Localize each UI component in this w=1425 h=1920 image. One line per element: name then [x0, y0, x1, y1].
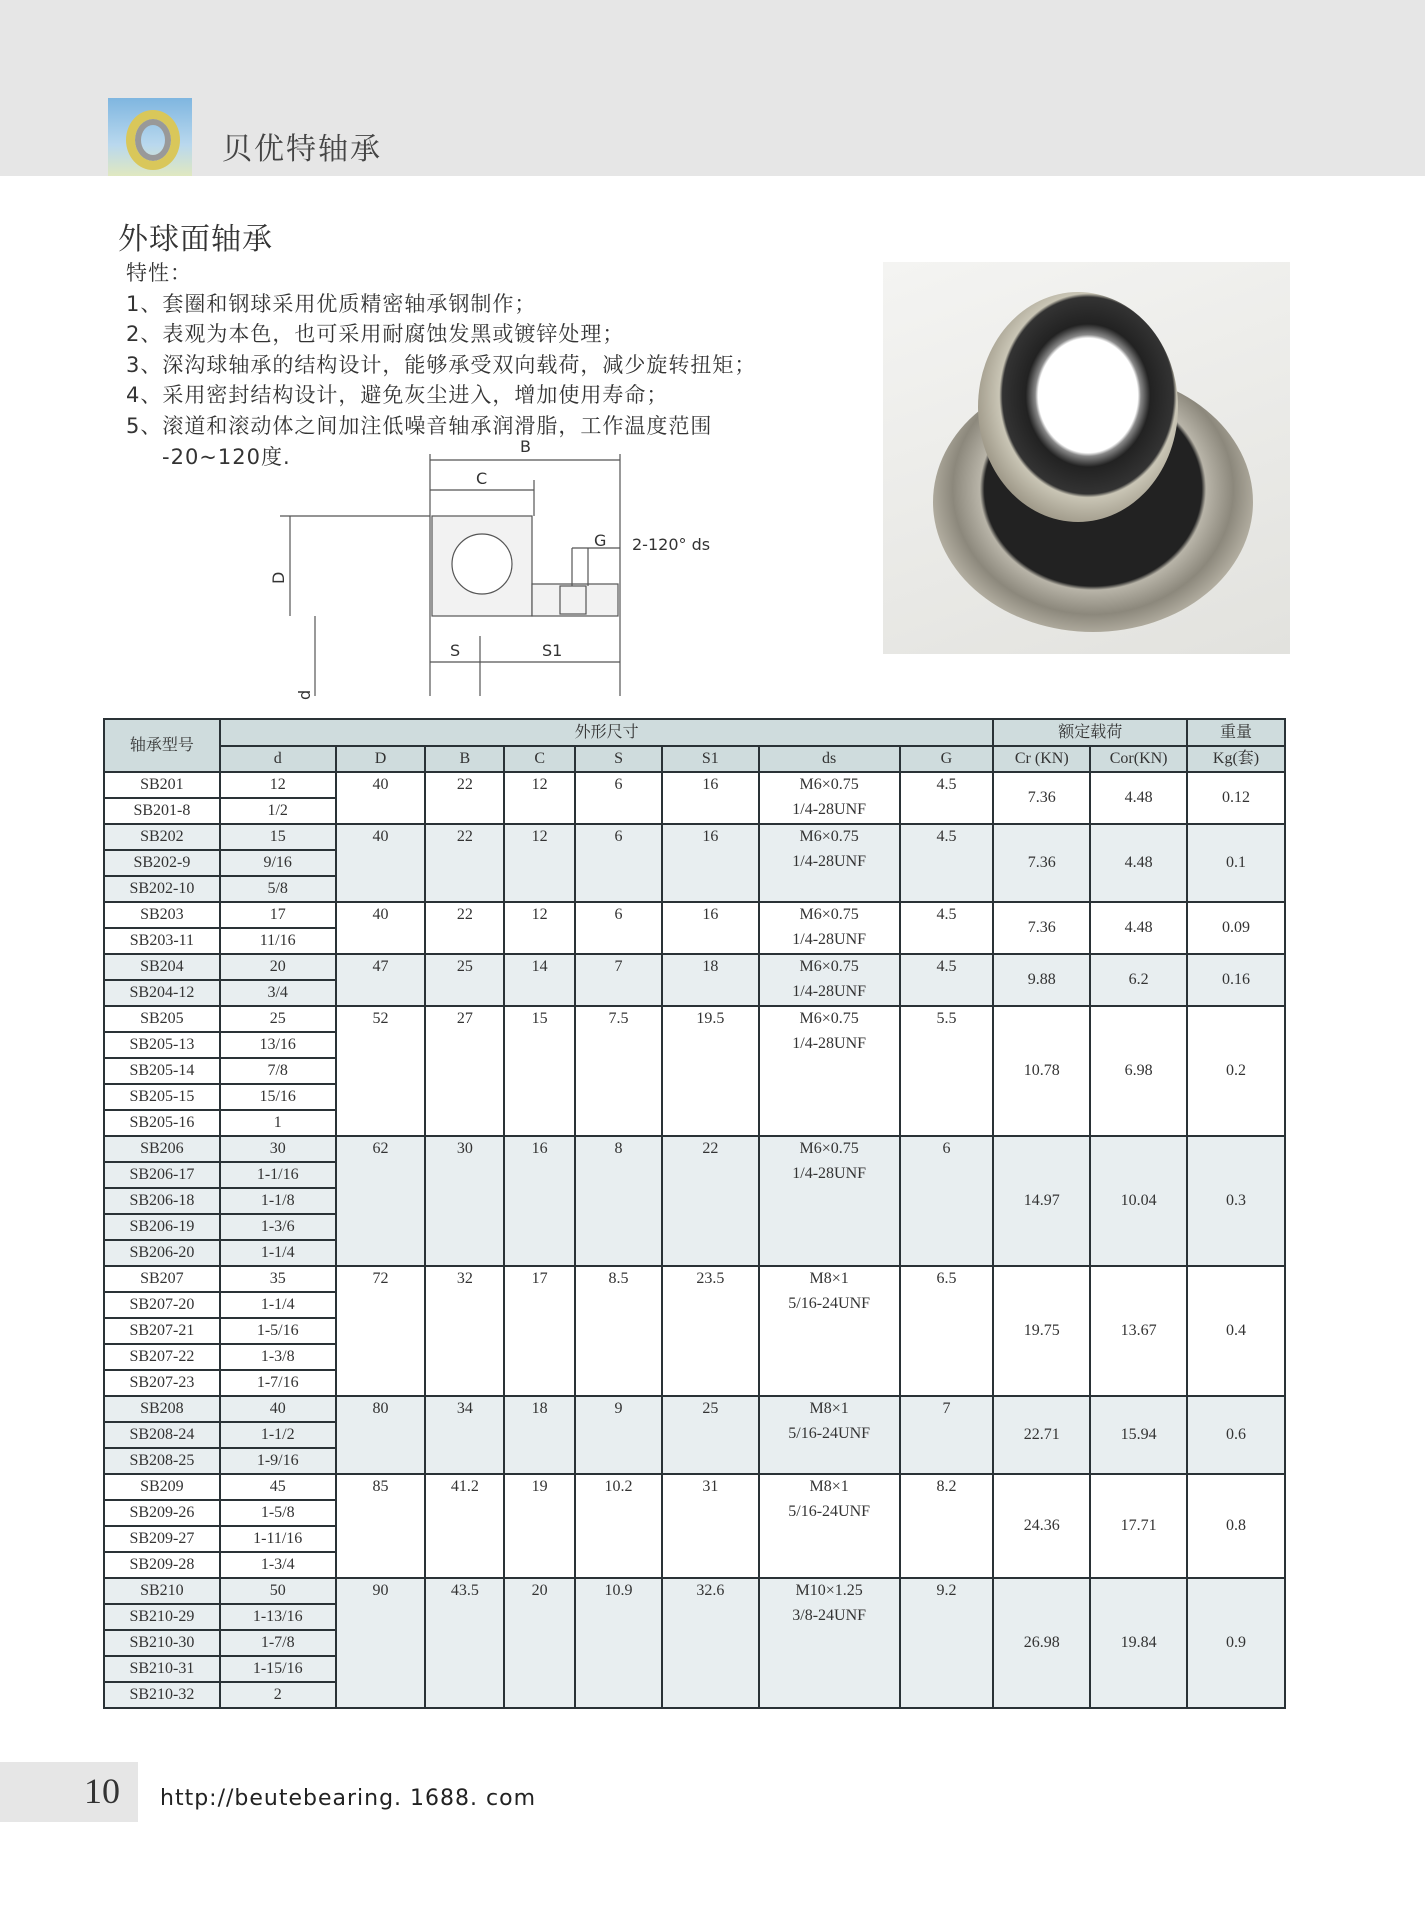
cell-B: 32: [425, 1266, 504, 1396]
header-Kg: Kg(套): [1187, 746, 1285, 772]
cell-Kg: 0.6: [1187, 1396, 1285, 1474]
cell-model: SB210-30: [104, 1630, 220, 1656]
cell-Cor: 19.84: [1090, 1578, 1187, 1708]
cell-Cor: 10.04: [1090, 1136, 1187, 1266]
cell-B: 43.5: [425, 1578, 504, 1708]
feature-item: 5、滚道和滚动体之间加注低噪音轴承润滑脂，工作温度范围: [126, 413, 713, 438]
cell-ds: M6×0.75: [759, 772, 900, 798]
cell-C: 17: [504, 1266, 575, 1396]
page-header: [0, 0, 1425, 176]
cell-C: 12: [504, 902, 575, 954]
cell-model: SB209: [104, 1474, 220, 1500]
header-ds: ds: [759, 746, 900, 772]
cell-Cr: 19.75: [993, 1266, 1090, 1396]
cell-G: 4.5: [900, 954, 994, 1006]
cell-S: 7: [575, 954, 662, 1006]
cell-D: 80: [336, 1396, 426, 1474]
cell-D: 40: [336, 772, 426, 824]
bearing-diagram: [269, 436, 730, 706]
table-row: [104, 1136, 1285, 1162]
cell-B: 27: [425, 1006, 504, 1136]
cell-d: 13/16: [220, 1032, 336, 1058]
cell-model: SB203: [104, 902, 220, 928]
cell-model: SB205: [104, 1006, 220, 1032]
cell-ds: 1/4-28UNF: [759, 1032, 900, 1136]
cell-ds: M8×1: [759, 1474, 900, 1500]
cell-S: 6: [575, 902, 662, 954]
cell-d: 35: [220, 1266, 336, 1292]
cell-S: 8: [575, 1136, 662, 1266]
header-G: G: [900, 746, 994, 772]
cell-C: 19: [504, 1474, 575, 1578]
table-row: [104, 772, 1285, 798]
cell-Cor: 4.48: [1090, 824, 1187, 902]
table-row: [104, 1474, 1285, 1500]
cell-G: 5.5: [900, 1006, 994, 1136]
cell-G: 6.5: [900, 1266, 994, 1396]
cell-S1: 18: [662, 954, 759, 1006]
cell-B: 30: [425, 1136, 504, 1266]
cell-d: 1/2: [220, 798, 336, 824]
table-row: [104, 1266, 1285, 1292]
cell-d: 25: [220, 1006, 336, 1032]
feature-item: 2、表观为本色，也可采用耐腐蚀发黑或镀锌处理；: [126, 322, 625, 347]
cell-ds: 1/4-28UNF: [759, 980, 900, 1006]
cell-C: 20: [504, 1578, 575, 1708]
cell-d: 1-9/16: [220, 1448, 336, 1474]
cell-model: SB206: [104, 1136, 220, 1162]
cell-d: 17: [220, 902, 336, 928]
cell-d: 3/4: [220, 980, 336, 1006]
header-S1: S1: [662, 746, 759, 772]
cell-S1: 16: [662, 772, 759, 824]
bearing-logo-icon: [108, 98, 192, 176]
cell-d: 15: [220, 824, 336, 850]
cell-B: 22: [425, 772, 504, 824]
cell-B: 34: [425, 1396, 504, 1474]
cell-model: SB202-9: [104, 850, 220, 876]
cell-S: 10.2: [575, 1474, 662, 1578]
cell-G: 4.5: [900, 902, 994, 954]
cell-ds: 1/4-28UNF: [759, 798, 900, 824]
cell-model: SB201: [104, 772, 220, 798]
header-Cr: Cr (KN): [993, 746, 1090, 772]
cell-ds: 5/16-24UNF: [759, 1292, 900, 1396]
cell-model: SB206-20: [104, 1240, 220, 1266]
cell-S: 6: [575, 772, 662, 824]
cell-D: 90: [336, 1578, 426, 1708]
cell-Kg: 0.09: [1187, 902, 1285, 954]
cell-model: SB210: [104, 1578, 220, 1604]
cell-model: SB205-14: [104, 1058, 220, 1084]
cell-Kg: 0.16: [1187, 954, 1285, 1006]
feature-item: 4、采用密封结构设计，避免灰尘进入，增加使用寿命；: [126, 383, 669, 408]
cell-G: 7: [900, 1396, 994, 1474]
cell-model: SB209-27: [104, 1526, 220, 1552]
cell-Cr: 10.78: [993, 1006, 1090, 1136]
cell-S1: 22: [662, 1136, 759, 1266]
dim-D-label: D: [269, 571, 288, 584]
cell-S1: 32.6: [662, 1578, 759, 1708]
cell-ds: M8×1: [759, 1266, 900, 1292]
cell-model: SB201-8: [104, 798, 220, 824]
table-row: [104, 1396, 1285, 1422]
cell-Kg: 0.2: [1187, 1006, 1285, 1136]
cell-S1: 25: [662, 1396, 759, 1474]
cell-Cr: 7.36: [993, 824, 1090, 902]
cell-Cr: 22.71: [993, 1396, 1090, 1474]
cell-G: 9.2: [900, 1578, 994, 1708]
cell-d: 1-13/16: [220, 1604, 336, 1630]
cell-ds: M6×0.75: [759, 1136, 900, 1162]
cell-G: 4.5: [900, 772, 994, 824]
website-url: http://beutebearing. 1688. com: [160, 1786, 536, 1811]
cell-ds: M6×0.75: [759, 954, 900, 980]
cell-model: SB205-13: [104, 1032, 220, 1058]
dim-C-label: C: [476, 469, 488, 488]
cell-C: 16: [504, 1136, 575, 1266]
cell-D: 52: [336, 1006, 426, 1136]
dim-d-label: d: [295, 689, 314, 700]
specs-table: [103, 718, 1286, 1709]
cell-D: 85: [336, 1474, 426, 1578]
cell-ds: 1/4-28UNF: [759, 1162, 900, 1266]
table-row: [104, 1578, 1285, 1604]
cell-Cor: 17.71: [1090, 1474, 1187, 1578]
cell-B: 41.2: [425, 1474, 504, 1578]
cell-C: 12: [504, 824, 575, 902]
cell-model: SB204: [104, 954, 220, 980]
cell-model: SB206-17: [104, 1162, 220, 1188]
cell-model: SB207-22: [104, 1344, 220, 1370]
cell-d: 1-1/8: [220, 1188, 336, 1214]
cell-d: 1-3/6: [220, 1214, 336, 1240]
table-row: [104, 954, 1285, 980]
cell-Cr: 7.36: [993, 772, 1090, 824]
cell-Cor: 15.94: [1090, 1396, 1187, 1474]
cell-d: 1-3/8: [220, 1344, 336, 1370]
cell-model: SB210-29: [104, 1604, 220, 1630]
header-B: B: [425, 746, 504, 772]
cell-d: 12: [220, 772, 336, 798]
cell-D: 40: [336, 824, 426, 902]
cell-d: 1-11/16: [220, 1526, 336, 1552]
cell-model: SB202: [104, 824, 220, 850]
cell-d: 1: [220, 1110, 336, 1136]
cell-Cr: 24.36: [993, 1474, 1090, 1578]
cell-Cor: 13.67: [1090, 1266, 1187, 1396]
cell-d: 1-7/8: [220, 1630, 336, 1656]
cell-model: SB209-26: [104, 1500, 220, 1526]
cell-S: 6: [575, 824, 662, 902]
cell-B: 25: [425, 954, 504, 1006]
cell-d: 1-15/16: [220, 1656, 336, 1682]
cell-model: SB208-24: [104, 1422, 220, 1448]
cell-model: SB207: [104, 1266, 220, 1292]
cell-d: 1-7/16: [220, 1370, 336, 1396]
dim-B-label: B: [520, 437, 531, 456]
cell-model: SB210-32: [104, 1682, 220, 1708]
cell-Kg: 0.1: [1187, 824, 1285, 902]
cell-Kg: 0.4: [1187, 1266, 1285, 1396]
cell-B: 22: [425, 902, 504, 954]
header-S: S: [575, 746, 662, 772]
cell-model: SB207-23: [104, 1370, 220, 1396]
features-title: 特性：: [126, 261, 192, 285]
cell-C: 15: [504, 1006, 575, 1136]
cell-ds: M6×0.75: [759, 1006, 900, 1032]
cell-Cr: 26.98: [993, 1578, 1090, 1708]
cell-Cr: 7.36: [993, 902, 1090, 954]
header-dims: 外形尺寸: [220, 719, 994, 746]
cell-C: 12: [504, 772, 575, 824]
cell-model: SB202-10: [104, 876, 220, 902]
cell-d: 40: [220, 1396, 336, 1422]
cell-D: 62: [336, 1136, 426, 1266]
cell-ds: M8×1: [759, 1396, 900, 1422]
cell-d: 5/8: [220, 876, 336, 902]
cell-d: 11/16: [220, 928, 336, 954]
feature-item-continued: -20~120度.: [162, 444, 291, 469]
cell-Cor: 4.48: [1090, 902, 1187, 954]
cell-ds: 5/16-24UNF: [759, 1500, 900, 1578]
cell-d: 20: [220, 954, 336, 980]
cell-S1: 19.5: [662, 1006, 759, 1136]
dim-S-label: S: [450, 641, 461, 660]
cell-Cor: 4.48: [1090, 772, 1187, 824]
cell-model: SB203-11: [104, 928, 220, 954]
table-row: [104, 824, 1285, 850]
cell-ds: M10×1.25: [759, 1578, 900, 1604]
cell-Kg: 0.9: [1187, 1578, 1285, 1708]
cell-Kg: 0.8: [1187, 1474, 1285, 1578]
cell-d: 1-1/16: [220, 1162, 336, 1188]
cell-Cr: 14.97: [993, 1136, 1090, 1266]
cell-S1: 16: [662, 902, 759, 954]
cell-ds: 5/16-24UNF: [759, 1422, 900, 1474]
cell-D: 47: [336, 954, 426, 1006]
cell-Cor: 6.98: [1090, 1006, 1187, 1136]
cell-Cr: 9.88: [993, 954, 1090, 1006]
cell-C: 18: [504, 1396, 575, 1474]
feature-item: 1、套圈和钢球采用优质精密轴承钢制作；: [126, 291, 537, 316]
cell-model: SB210-31: [104, 1656, 220, 1682]
cell-G: 4.5: [900, 824, 994, 902]
cell-Kg: 0.12: [1187, 772, 1285, 824]
cell-S1: 31: [662, 1474, 759, 1578]
cell-d: 1-5/16: [220, 1318, 336, 1344]
cell-C: 14: [504, 954, 575, 1006]
cell-d: 45: [220, 1474, 336, 1500]
bearing-photo: [883, 262, 1290, 654]
cell-S: 10.9: [575, 1578, 662, 1708]
cell-model: SB205-16: [104, 1110, 220, 1136]
cell-model: SB207-21: [104, 1318, 220, 1344]
header-D: D: [336, 746, 426, 772]
header-model: 轴承型号: [104, 719, 220, 772]
cell-model: SB206-18: [104, 1188, 220, 1214]
product-title: 外球面轴承: [118, 222, 273, 257]
brand-name: 贝优特轴承: [222, 132, 382, 167]
header-weight: 重量: [1187, 719, 1285, 746]
cell-G: 8.2: [900, 1474, 994, 1578]
cell-d: 9/16: [220, 850, 336, 876]
cell-ds: M6×0.75: [759, 902, 900, 928]
cell-d: 30: [220, 1136, 336, 1162]
cell-d: 2: [220, 1682, 336, 1708]
cell-d: 7/8: [220, 1058, 336, 1084]
header-Cor: Cor(KN): [1090, 746, 1187, 772]
cell-D: 40: [336, 902, 426, 954]
cell-S: 9: [575, 1396, 662, 1474]
cell-B: 22: [425, 824, 504, 902]
cell-d: 15/16: [220, 1084, 336, 1110]
dim-ds-label: 2-120° ds: [632, 535, 711, 554]
cell-model: SB207-20: [104, 1292, 220, 1318]
cell-model: SB204-12: [104, 980, 220, 1006]
cell-Cor: 6.2: [1090, 954, 1187, 1006]
cell-d: 1-5/8: [220, 1500, 336, 1526]
dim-S1-label: S1: [542, 641, 563, 660]
cell-S1: 16: [662, 824, 759, 902]
cell-S: 8.5: [575, 1266, 662, 1396]
cell-model: SB208: [104, 1396, 220, 1422]
cell-d: 50: [220, 1578, 336, 1604]
cell-ds: 3/8-24UNF: [759, 1604, 900, 1708]
cell-d: 1-1/2: [220, 1422, 336, 1448]
table-row: [104, 902, 1285, 928]
cell-ds: 1/4-28UNF: [759, 850, 900, 902]
cell-ds: 1/4-28UNF: [759, 928, 900, 954]
cell-d: 1-1/4: [220, 1240, 336, 1266]
cell-S1: 23.5: [662, 1266, 759, 1396]
header-C: C: [504, 746, 575, 772]
cell-model: SB209-28: [104, 1552, 220, 1578]
dim-G-label: G: [594, 531, 607, 550]
table-row: [104, 1006, 1285, 1032]
cell-model: SB205-15: [104, 1084, 220, 1110]
cell-S: 7.5: [575, 1006, 662, 1136]
cell-G: 6: [900, 1136, 994, 1266]
cell-model: SB208-25: [104, 1448, 220, 1474]
header-load: 额定载荷: [993, 719, 1187, 746]
page-number: 10: [84, 1771, 120, 1811]
cell-model: SB206-19: [104, 1214, 220, 1240]
cell-Kg: 0.3: [1187, 1136, 1285, 1266]
header-d: d: [220, 746, 336, 772]
cell-D: 72: [336, 1266, 426, 1396]
feature-item: 3、深沟球轴承的结构设计，能够承受双向载荷，减少旋转扭矩；: [126, 352, 757, 377]
cell-ds: M6×0.75: [759, 824, 900, 850]
cell-d: 1-3/4: [220, 1552, 336, 1578]
cell-d: 1-1/4: [220, 1292, 336, 1318]
